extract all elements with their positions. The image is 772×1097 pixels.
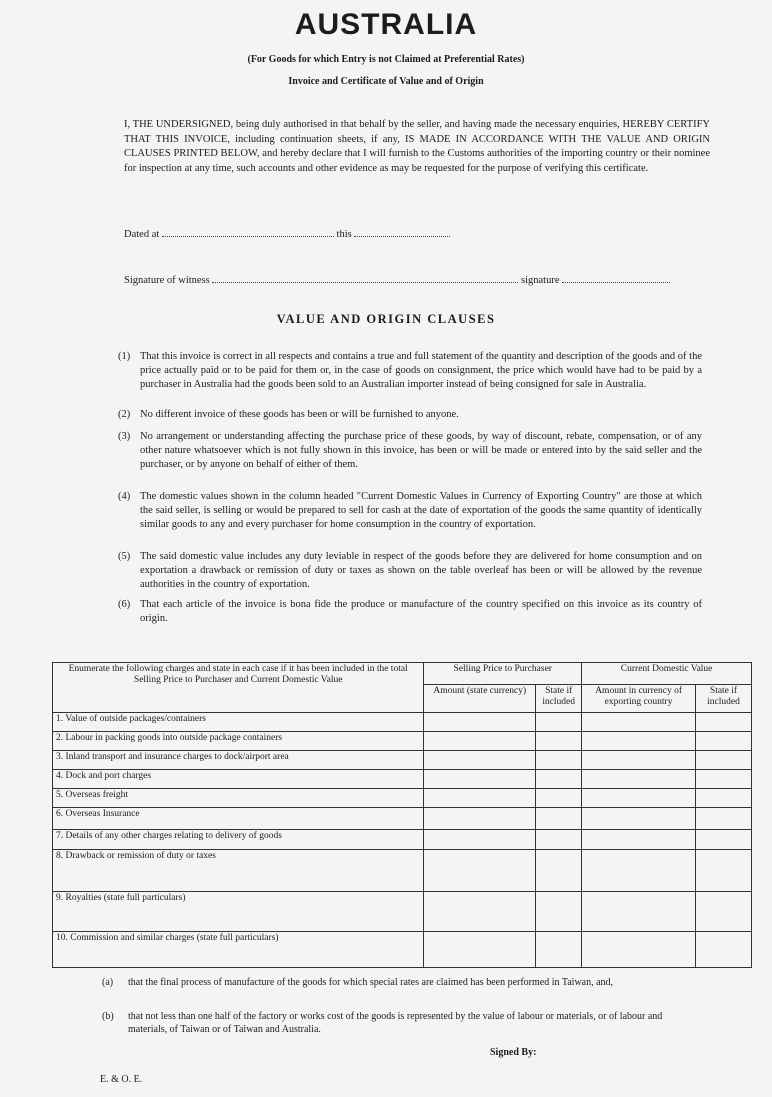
- table-row: 4. Dock and port charges: [53, 770, 752, 789]
- table-row: 6. Overseas Insurance: [53, 808, 752, 830]
- dated-at-label: Dated at: [124, 229, 160, 240]
- clause-item: (1) That this invoice is correct in all respects and contains a true and full statement of the quantity and description of the goods and of the price actually paid or to be paid for them or, in the case of goods on consignment, the price which would have had to be paid by a purchaser in Australia had the goods been sold to an Australian importer instead of being consigned for sale in Australia.: [118, 351, 702, 390]
- clause-item: (4) The domestic values shown in the column headed "Current Domestic Values in Currency of Exporting Country" are those at which the said seller, is selling or would be prepared to sell for cash at the date of exportation of the goods the same quantity of identically similar goods to any and every purchaser for home consumption in the country of exportation.: [118, 491, 702, 530]
- this-label: this: [336, 229, 352, 240]
- clause-item: (3) No arrangement or understanding affecting the purchase price of these goods, by way of discount, rebate, compensation, or of any other nature whatsoever which is not fully shown in this invoice, has been or will be made or entered into by the said seller and the purchaser, or by anyone on behalf of either of them.: [118, 431, 702, 470]
- dated-line: [124, 226, 450, 240]
- clause-item: (2) No different invoice of these goods has been or will be furnished to anyone.: [118, 409, 459, 420]
- eoe-label: E. & O. E.: [100, 1074, 143, 1085]
- col-selling-price-header: Selling Price to Purchaser: [424, 663, 582, 685]
- certificate-text: I, THE UNDERSIGNED, being duly authorised in that behalf by the seller, and having made the necessary enquiries, HEREBY CERTIFY THAT THIS INVOICE, including continuation sheets, if any, IS MADE IN ACCORDANCE WITH THE VALUE AND ORIGIN CLAUSES PRINTED BELOW, and hereby declare that I will furnish to the Customs authorities of the importing country or their nominee for inspection at any time, such accounts and other evidence as may be requested for the purpose of verifying this certificate.: [124, 119, 710, 174]
- col-domestic-amount-header: Amount in currency of exporting country: [582, 685, 696, 713]
- witness-line: [124, 272, 670, 286]
- form-name: Invoice and Certificate of Value and of Origin: [288, 76, 484, 87]
- this-field[interactable]: [354, 226, 450, 237]
- footer-clause-a: (a) that the final process of manufacture of the goods for which special rates are claimed has been performed in Taiwan, and,: [102, 977, 614, 988]
- table-row: 3. Inland transport and insurance charges to dock/airport area: [53, 751, 752, 770]
- clauses-heading: VALUE AND ORIGIN CLAUSES: [276, 312, 496, 326]
- col-domestic-value-header: Current Domestic Value: [582, 663, 752, 685]
- col-domestic-included-header: State if included: [696, 685, 752, 713]
- table-row: 2. Labour in packing goods into outside package containers: [53, 732, 752, 751]
- table-row: 5. Overseas freight: [53, 789, 752, 808]
- document-subtitle: (For Goods for which Entry is not Claimed at Preferential Rates): [247, 54, 525, 65]
- signature-field[interactable]: [562, 272, 670, 283]
- document-title: AUSTRALIA: [294, 8, 478, 41]
- dated-at-field[interactable]: [162, 226, 334, 237]
- table-row: 9. Royalties (state full particulars): [53, 892, 752, 932]
- clause-item: (6) That each article of the invoice is bona fide the produce or manufacture of the country specified on this invoice as its country of origin.: [118, 599, 702, 624]
- table-row: 8. Drawback or remission of duty or taxes: [53, 850, 752, 892]
- table-header-row: [53, 663, 752, 685]
- col-charges-header: Enumerate the following charges and state in each case if it has been included in the total Selling Price to Purchaser and Current Domestic Value: [53, 663, 424, 713]
- footer-clause-b: (b) that not less than one half of the factory or works cost of the goods is represented by the value of labour or materials, or of labour and materials, of Taiwan or of Taiwan and Australia.: [102, 1011, 663, 1035]
- col-included-header: State if included: [536, 685, 582, 713]
- witness-label: Signature of witness: [124, 275, 210, 286]
- witness-field[interactable]: [212, 272, 518, 283]
- table-row: 1. Value of outside packages/containers: [53, 713, 752, 732]
- clause-item: (5) The said domestic value includes any duty leviable in respect of the goods before they are delivered for home consumption and on exportation a drawback or remission of duty or taxes as shown on the table overleaf has been or will be allowed by the revenue authorities in the country of exportation.: [118, 551, 702, 590]
- charges-table: [52, 662, 752, 968]
- signed-by-label: Signed By:: [490, 1047, 537, 1058]
- table-row: 7. Details of any other charges relating to delivery of goods: [53, 830, 752, 850]
- signature-label: signature: [521, 275, 560, 286]
- col-amount-header: Amount (state currency): [424, 685, 536, 713]
- table-row: 10. Commission and similar charges (state full particulars): [53, 932, 752, 968]
